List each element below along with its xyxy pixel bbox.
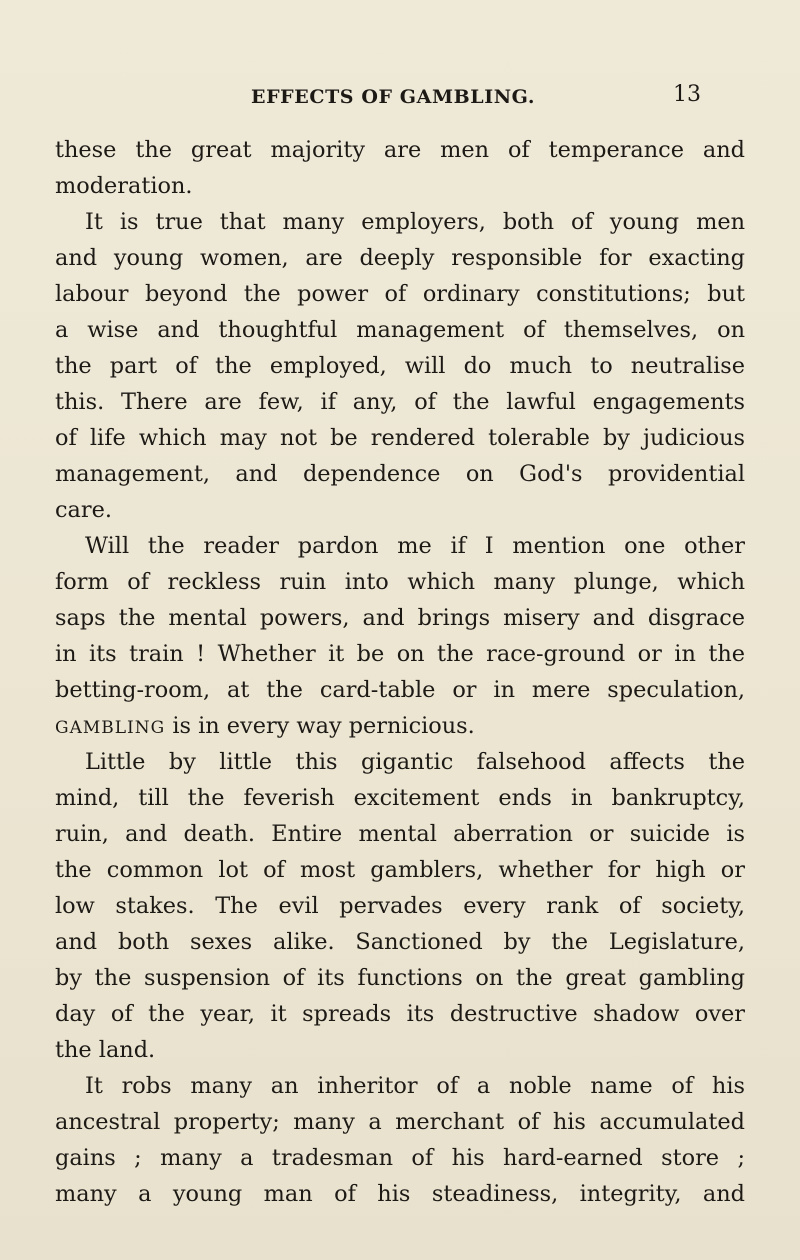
text-line: and young women, are deeply responsible for exacting bbox=[55, 245, 745, 271]
text-line: saps the mental powers, and brings misery and disgrace bbox=[55, 605, 745, 631]
small-caps-word: GAMBLING bbox=[55, 718, 166, 738]
body-text bbox=[55, 132, 745, 1212]
text-line: in its train ! Whether it be on the race-ground or in the bbox=[55, 641, 745, 667]
text-line: form of reckless ruin into which many plunge, which bbox=[55, 569, 745, 595]
text-line: gains ; many a tradesman of his hard-earned store ; bbox=[55, 1145, 745, 1171]
text-line: a wise and thoughtful management of themselves, on bbox=[55, 317, 745, 343]
text-line: the part of the employed, will do much to neutralise bbox=[55, 353, 745, 379]
text-line-remainder: is in every way pernicious. bbox=[172, 713, 475, 739]
text-line: care. bbox=[55, 497, 112, 523]
text-line: It is true that many employers, both of young men bbox=[85, 209, 745, 235]
text-line: moderation. bbox=[55, 173, 193, 199]
text-line: betting-room, at the card-table or in mere speculation, bbox=[55, 677, 745, 703]
text-line: these the great majority are men of temperance and bbox=[55, 137, 745, 163]
text-line: management, and dependence on God's providential bbox=[55, 461, 745, 487]
text-line: mind, till the feverish excitement ends in bankruptcy, bbox=[55, 785, 745, 811]
text-line: of life which may not be rendered tolerable by judicious bbox=[55, 425, 745, 451]
text-line: Little by little this gigantic falsehood affects the bbox=[85, 749, 745, 775]
page-number: 13 bbox=[673, 82, 701, 107]
text-line: and both sexes alike. Sanctioned by the Legislature, bbox=[55, 929, 745, 955]
text-line: day of the year, it spreads its destructive shadow over bbox=[55, 1001, 745, 1027]
text-line: the common lot of most gamblers, whether for high or bbox=[55, 857, 745, 883]
text-line: low stakes. The evil pervades every rank of society, bbox=[55, 893, 745, 919]
text-line: many a young man of his steadiness, integrity, and bbox=[55, 1181, 745, 1207]
text-line: It robs many an inheritor of a noble name of his bbox=[85, 1073, 745, 1099]
text-line: Will the reader pardon me if I mention one other bbox=[85, 533, 745, 559]
text-line: this. There are few, if any, of the lawful engagements bbox=[55, 389, 745, 415]
text-line: ruin, and death. Entire mental aberration or suicide is bbox=[55, 821, 745, 847]
text-line: by the suspension of its functions on the great gambling bbox=[55, 965, 745, 991]
text-line: ancestral property; many a merchant of his accumulated bbox=[55, 1109, 745, 1135]
running-title: EFFECTS OF GAMBLING. bbox=[251, 86, 536, 108]
text-line-with-small-caps bbox=[55, 708, 745, 744]
text-line: labour beyond the power of ordinary constitutions; but bbox=[55, 281, 745, 307]
running-head bbox=[0, 82, 800, 116]
text-line: the land. bbox=[55, 1037, 156, 1063]
